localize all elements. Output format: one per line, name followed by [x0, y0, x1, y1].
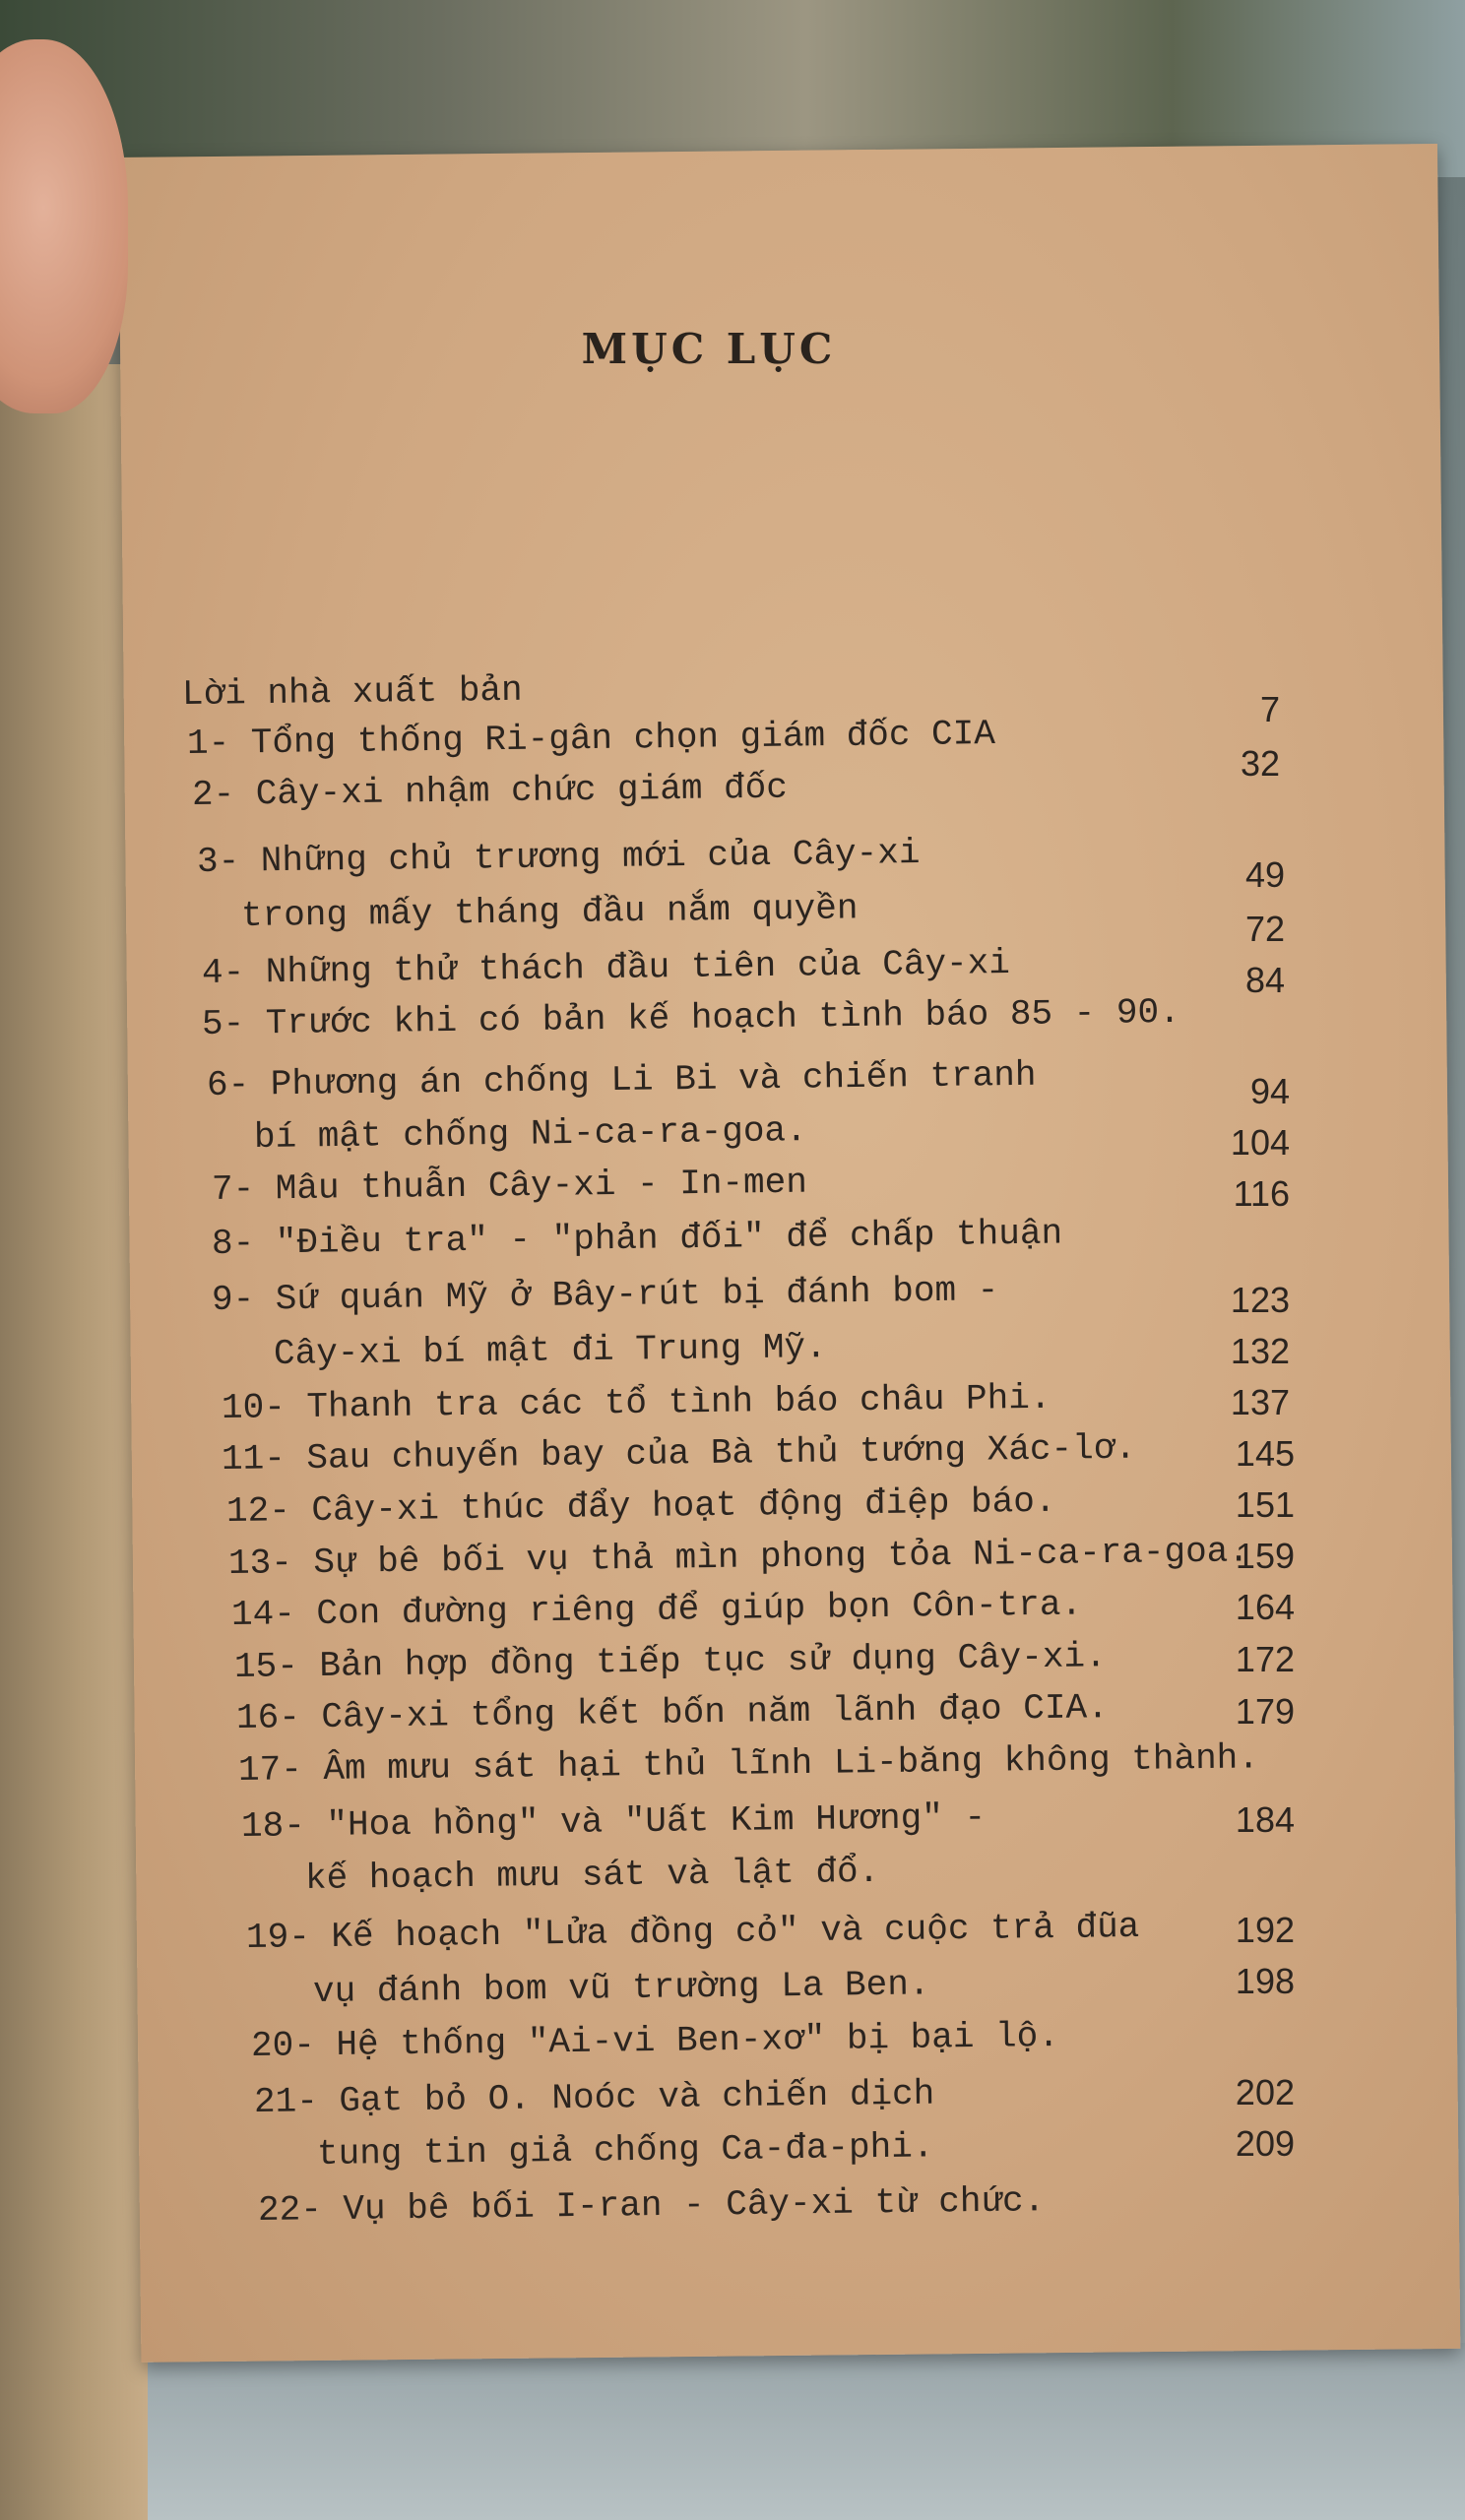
toc-entry-text: Lời nhà xuất bản: [181, 669, 523, 715]
toc-page-number: 132: [1230, 1331, 1290, 1371]
toc-entry-text: tung tin giả chống Ca-đa-phi.: [316, 2126, 934, 2174]
toc-entry-text: 16- Cây-xi tổng kết bốn năm lãnh đạo CIA.: [235, 1687, 1109, 1738]
toc-entry-text: 5- Trước khi có bản kế hoạch tình báo 85 - 90.: [201, 991, 1180, 1044]
toc-entry-text: 9- Sứ quán Mỹ ở Bây-rút bị đánh bom -: [211, 1270, 999, 1320]
toc-page-number: 202: [1235, 2072, 1295, 2112]
toc-entry-text: vụ đánh bom vũ trường La Ben.: [312, 1964, 930, 2012]
toc-page-number: 72: [1244, 909, 1285, 949]
toc-entry-text: 4- Những thử thách đầu tiên của Cây-xi: [201, 942, 1011, 993]
toc-page-number: 116: [1233, 1173, 1290, 1214]
toc-page-number: 198: [1235, 1961, 1295, 2001]
toc-page-number: 49: [1244, 854, 1285, 895]
toc-entry-text: 18- "Hoa hồng" và "Uất Kim Hương" -: [240, 1796, 987, 1847]
toc-entry-text: 14- Con đường riêng để giúp bọn Côn-tra.: [230, 1584, 1083, 1635]
page-title: MỤC LỤC: [581, 325, 837, 373]
toc-page-number: 137: [1230, 1382, 1290, 1422]
toc-entry-text: 8- "Điều tra" - "phản đối" để chấp thuận: [211, 1213, 1063, 1264]
toc-entry-text: 22- Vụ bê bối I-ran - Cây-xi từ chức.: [257, 2180, 1046, 2231]
toc-page-number: 209: [1235, 2123, 1295, 2164]
toc-entry-text: 17- Âm mưu sát hại thủ lĩnh Li-băng không thành.: [237, 1737, 1260, 1791]
toc-page-number: 104: [1230, 1122, 1290, 1163]
toc-entry-text: 10- Thanh tra các tổ tình báo châu Phi.: [221, 1377, 1051, 1428]
toc-page-number: 179: [1235, 1691, 1295, 1732]
toc-entry-text: bí mật chống Ni-ca-ra-goa.: [253, 1110, 807, 1158]
toc-page-number: 159: [1235, 1536, 1295, 1576]
toc-entry-text: 15- Bản hợp đồng tiếp tục sử dụng Cây-xi.: [233, 1636, 1107, 1687]
toc-entry-text: kế hoạch mưu sát và lật đổ.: [304, 1851, 880, 1899]
toc-entry-text: 11- Sau chuyến bay của Bà thủ tướng Xác-lơ.: [221, 1427, 1137, 1480]
toc-entry-text: 6- Phương án chống Li Bi và chiến tranh: [206, 1054, 1037, 1105]
toc-entry-text: trong mấy tháng đầu nắm quyền: [240, 888, 859, 936]
toc-entry-text: 13- Sự bê bối vụ thả mìn phong tỏa Ni-ca-ra-goa.: [227, 1531, 1250, 1584]
toc-page-number: 7: [1259, 689, 1280, 729]
toc-entry-text: 3- Những chủ trương mới của Cây-xi: [196, 833, 921, 882]
toc-entry-text: 1- Tổng thống Ri-gân chọn giám đốc CIA: [186, 713, 996, 764]
toc-entry-text: 7- Mâu thuẫn Cây-xi - In-men: [211, 1162, 808, 1210]
toc-page-number: 32: [1240, 743, 1280, 784]
toc-entry-text: 19- Kế hoạch "Lửa đồng cỏ" và cuộc trả đũa: [245, 1906, 1140, 1958]
toc-entry-text: 20- Hệ thống "Ai-vi Ben-xơ" bị bại lộ.: [250, 2015, 1060, 2066]
toc-page-number: 164: [1235, 1587, 1295, 1627]
toc-page-number: 123: [1230, 1280, 1290, 1320]
toc-entry-text: 2- Cây-xi nhậm chức giám đốc: [191, 767, 789, 815]
toc-page-number: 184: [1235, 1799, 1295, 1840]
toc-entry-text: Cây-xi bí mật đi Trung Mỹ.: [273, 1327, 827, 1374]
toc-entry-text: 12- Cây-xi thúc đẩy hoạt động điệp báo.: [225, 1480, 1056, 1532]
toc-page-number: 94: [1249, 1071, 1290, 1111]
toc-page-number: 172: [1235, 1639, 1295, 1679]
toc-page-number: 151: [1235, 1484, 1295, 1525]
toc-page-number: 145: [1235, 1433, 1295, 1474]
toc-page-number: 84: [1244, 960, 1285, 1000]
toc-page-number: 192: [1235, 1910, 1295, 1950]
toc-entry-text: 21- Gạt bỏ O. Noóc và chiến dịch: [253, 2073, 935, 2122]
